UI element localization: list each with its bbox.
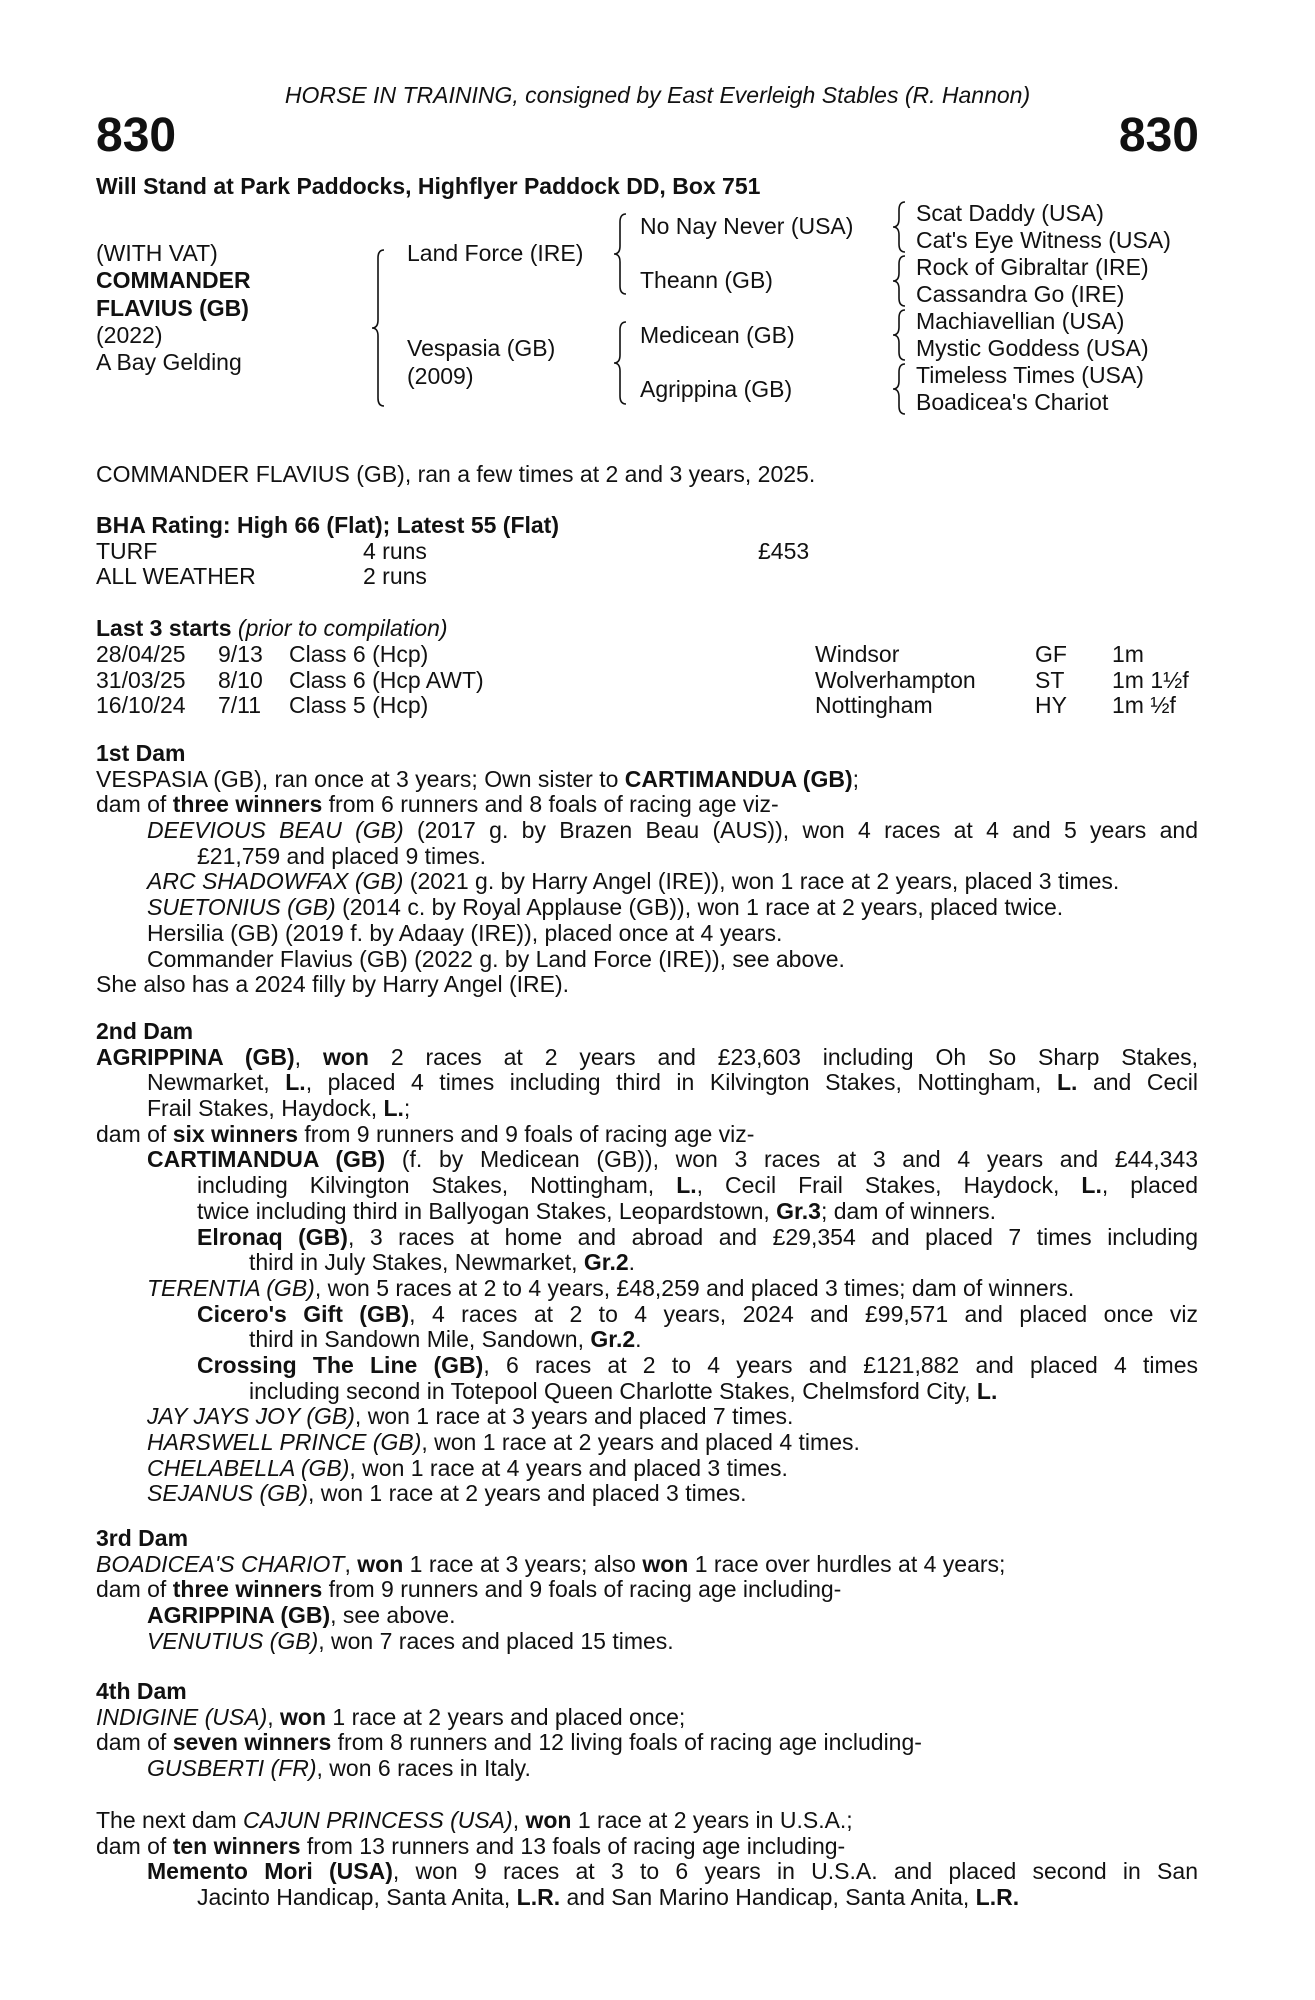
text-segment: JAY JAYS JOY (GB) [147, 1403, 355, 1430]
text-line [96, 1730, 1198, 1756]
start-going: HY [1035, 692, 1067, 719]
text-segment: , won 5 races at 2 to 4 years, £48,259 and placed 3 times; dam of winners. [314, 1274, 1075, 1301]
text-line [96, 1756, 1198, 1782]
text-line [96, 1147, 1198, 1173]
text-segment: 1 race at 2 years in U.S.A.; [571, 1807, 853, 1833]
text-segment: AGRIPPINA (GB) [96, 1044, 295, 1070]
text-line [96, 767, 1198, 793]
start-distance: 1m ½f [1112, 692, 1176, 719]
text-segment: won [357, 1550, 404, 1577]
text-segment: ; [403, 1095, 411, 1122]
horse-name-line1: COMMANDER [96, 267, 251, 293]
sire-sire: No Nay Never (USA) [640, 213, 854, 239]
fourth-dam-section [96, 1679, 1198, 1782]
earnings: £453 [758, 538, 810, 564]
horse-name-line2: FLAVIUS (GB) [96, 295, 249, 321]
text-segment: AGRIPPINA (GB) [147, 1602, 331, 1629]
runs: 2 runs [363, 563, 427, 589]
text-segment: L. [976, 1377, 998, 1404]
gen4-ancestor: Rock of Gibraltar (IRE) [916, 254, 1149, 280]
text-segment: six winners [172, 1120, 298, 1147]
text-segment: three winners [172, 1576, 323, 1603]
text-segment: won [525, 1807, 572, 1833]
start-date: 31/03/25 [96, 666, 186, 693]
text-segment: VESPASIA (GB), ran once at 3 years; Own sister to [96, 765, 625, 792]
text-line [96, 1096, 1198, 1122]
text-segment: Gr.3 [776, 1197, 821, 1224]
text-segment: ; [852, 765, 860, 792]
text-segment: from 6 runners and 8 foals of racing age viz- [322, 791, 779, 818]
text-segment: Newmarket, [147, 1070, 286, 1096]
text-segment: 2 races at 2 years and £23,603 including Oh So Sharp Stakes, [368, 1044, 1198, 1070]
text-segment: , won 1 race at 3 years and placed 7 times. [354, 1403, 794, 1430]
second-dam-section [96, 1019, 1198, 1507]
text-line [96, 921, 1198, 947]
text-line [96, 792, 1198, 818]
text-segment: 1 race at 2 years and placed once; [326, 1703, 686, 1730]
text-segment: She also has a 2024 filly by Harry Angel (IRE). [96, 971, 570, 998]
sire-dam: Theann (GB) [640, 267, 773, 293]
text-segment: L. [1081, 1173, 1102, 1199]
text-line [96, 1577, 1198, 1603]
text-segment: L. [383, 1095, 404, 1122]
text-line [96, 844, 1198, 870]
text-segment: ; dam of winners. [820, 1197, 997, 1224]
next-dam-section [96, 1808, 1198, 1911]
runs: 4 runs [363, 538, 427, 564]
text-segment: third in Sandown Mile, Sandown, [249, 1326, 591, 1353]
text-line [96, 1327, 1198, 1353]
text-segment: won [322, 1044, 369, 1070]
gen4-ancestor: Boadicea's Chariot [916, 389, 1109, 415]
text-line [96, 1552, 1198, 1578]
text-segment: three winners [172, 791, 323, 818]
text-segment: L. [285, 1070, 306, 1096]
sire: Land Force (IRE) [407, 240, 584, 266]
text-segment: BOADICEA'S CHARIOT [96, 1550, 345, 1577]
text-segment: won [280, 1703, 327, 1730]
text-segment: twice including third in Ballyogan Stakes, Leopardstown, [197, 1197, 777, 1224]
text-line [96, 1808, 1198, 1834]
text-segment: and Cecil [1077, 1070, 1198, 1096]
text-segment: Memento Mori (USA) [147, 1859, 393, 1885]
text-segment: , see above. [330, 1602, 456, 1629]
text-segment: , [512, 1807, 526, 1833]
text-segment: including second in Totepool Queen Charlotte Stakes, Chelmsford City, [249, 1377, 977, 1404]
text-segment: L.R. [975, 1884, 1020, 1911]
text-line [96, 1199, 1198, 1225]
pedigree-brace [893, 202, 905, 252]
fourth-dam-heading: 4th Dam [96, 1678, 187, 1704]
location-line: Will Stand at Park Paddocks, Highflyer Paddock DD, Box 751 [96, 173, 761, 199]
start-position: 7/11 [218, 692, 262, 719]
text-segment: SEJANUS (GB) [147, 1480, 309, 1507]
text-line [96, 1353, 1198, 1379]
text-segment: Commander Flavius (GB) (2022 g. by Land Force (IRE)), see above. [147, 945, 845, 972]
text-segment: GUSBERTI (FR) [147, 1755, 317, 1782]
text-segment: third in July Stakes, Newmarket, [249, 1249, 584, 1276]
text-line [96, 895, 1198, 921]
text-segment: dam of [96, 1729, 173, 1756]
race-summary: COMMANDER FLAVIUS (GB), ran a few times at 2 and 3 years, 2025. [96, 461, 816, 487]
gen4-ancestor: Cat's Eye Witness (USA) [916, 227, 1171, 253]
gen4-ancestor: Cassandra Go (IRE) [916, 281, 1125, 307]
text-segment: CHELABELLA (GB) [147, 1454, 350, 1481]
text-segment: CARTIMANDUA (GB) [624, 765, 853, 792]
dam-year: (2009) [407, 363, 474, 389]
text-segment: Hersilia (GB) (2019 f. by Adaay (IRE)), placed once at 4 years. [147, 919, 783, 946]
text-segment: dam of [96, 1832, 173, 1859]
lot-number-right: 830 [1118, 109, 1199, 162]
start-going: ST [1035, 666, 1065, 693]
text-segment: Gr.2 [583, 1249, 629, 1276]
text-segment: 1 race over hurdles at 4 years; [688, 1550, 1006, 1577]
text-segment: Elronaq (GB) [197, 1224, 348, 1250]
text-segment: , won 1 race at 2 years and placed 3 times. [308, 1480, 747, 1507]
text-line [96, 1705, 1198, 1731]
gen4-ancestor: Scat Daddy (USA) [916, 200, 1104, 226]
text-segment: Cicero's Gift (GB) [197, 1301, 410, 1327]
pedigree-brace [372, 250, 384, 406]
text-line [96, 1070, 1198, 1096]
text-segment: from 9 runners and 9 foals of racing age including- [322, 1576, 842, 1603]
text-segment: Crossing The Line (GB) [197, 1352, 484, 1378]
start-distance: 1m [1112, 641, 1144, 667]
text-segment: CAJUN PRINCESS (USA) [243, 1807, 513, 1833]
text-line [96, 1430, 1198, 1456]
text-segment: , placed [1101, 1173, 1198, 1199]
text-segment: L. [676, 1173, 697, 1199]
dam-dam: Agrippina (GB) [640, 376, 793, 402]
text-line [96, 1629, 1198, 1655]
last-starts-note: (prior to compilation) [237, 615, 448, 641]
text-segment: , [294, 1044, 323, 1070]
start-race: Class 5 (Hcp) [289, 692, 429, 719]
text-segment: , 4 races at 2 to 4 years, 2024 and £99,571 and placed once viz [409, 1301, 1198, 1327]
start-position: 8/10 [218, 666, 263, 693]
text-segment: , [344, 1550, 358, 1577]
text-line [96, 1834, 1198, 1860]
text-line [96, 1885, 1198, 1911]
pedigree-brace [893, 364, 905, 414]
text-line [96, 869, 1198, 895]
lot-number-left: 830 [96, 109, 177, 162]
text-line [96, 1045, 1198, 1071]
text-segment: . [635, 1326, 642, 1353]
text-segment: , won 7 races and placed 15 times. [318, 1627, 674, 1654]
text-segment: won [642, 1550, 689, 1577]
third-dam-heading: 3rd Dam [96, 1525, 189, 1551]
text-segment: seven winners [172, 1729, 332, 1756]
text-segment: , won 9 races at 3 to 6 years in U.S.A. and placed second in San [392, 1859, 1198, 1885]
text-segment: SUETONIUS (GB) [147, 894, 336, 921]
text-segment: (2014 c. by Royal Applause (GB)), won 1 race at 2 years, placed twice. [335, 894, 1064, 921]
start-distance: 1m 1½f [1112, 666, 1189, 693]
first-dam-section [96, 741, 1198, 998]
text-segment: dam of [96, 791, 173, 818]
text-segment: , [267, 1703, 281, 1730]
text-line [96, 1250, 1198, 1276]
start-going: GF [1035, 641, 1067, 667]
text-segment: from 13 runners and 13 foals of racing age including- [300, 1832, 846, 1859]
text-segment: The next dam [96, 1807, 244, 1833]
horse-year: (2022) [96, 322, 163, 348]
text-segment: , placed 4 times including third in Kilvington Stakes, Nottingham, [305, 1070, 1057, 1096]
dam: Vespasia (GB) [407, 335, 556, 361]
text-segment: from 9 runners and 9 foals of racing age viz- [298, 1120, 755, 1147]
text-segment: £21,759 and placed 9 times. [197, 842, 486, 869]
start-position: 9/13 [218, 641, 263, 667]
text-segment: INDIGINE (USA) [96, 1703, 268, 1730]
start-course: Nottingham [815, 692, 933, 719]
text-segment: (2021 g. by Harry Angel (IRE)), won 1 race at 2 years, placed 3 times. [403, 868, 1120, 895]
text-line [96, 1859, 1198, 1885]
gen4-ancestor: Machiavellian (USA) [916, 308, 1125, 334]
text-segment: 1 race at 3 years; also [403, 1550, 643, 1577]
gen4-ancestor: Timeless Times (USA) [916, 362, 1144, 388]
horse-description: A Bay Gelding [96, 349, 242, 375]
text-segment: ten winners [172, 1832, 301, 1859]
text-segment: , 3 races at home and abroad and £29,354 and placed 7 times including [347, 1224, 1198, 1250]
text-segment: TERENTIA (GB) [147, 1274, 315, 1301]
consignor-line: HORSE IN TRAINING, consigned by East Everleigh Stables (R. Hannon) [284, 82, 1031, 108]
pedigree-brace [614, 214, 626, 294]
dam-sire: Medicean (GB) [640, 322, 795, 348]
text-segment: , won 1 race at 4 years and placed 3 times. [349, 1454, 788, 1481]
text-segment: L. [1056, 1070, 1078, 1096]
first-dam-heading: 1st Dam [96, 740, 186, 766]
text-segment: , won 6 races in Italy. [316, 1755, 531, 1782]
text-segment: L.R. [516, 1884, 561, 1911]
start-date: 28/04/25 [96, 641, 186, 667]
text-line [96, 1456, 1198, 1482]
text-segment: dam of [96, 1576, 173, 1603]
text-segment: ARC SHADOWFAX (GB) [147, 868, 404, 895]
text-line [96, 1276, 1198, 1302]
text-line [96, 1481, 1198, 1507]
start-course: Windsor [815, 641, 900, 667]
text-segment: dam of [96, 1120, 173, 1147]
text-segment: from 8 runners and 12 living foals of racing age including- [331, 1729, 922, 1756]
text-segment: Jacinto Handicap, Santa Anita, [197, 1884, 517, 1911]
text-line [96, 818, 1198, 844]
start-race: Class 6 (Hcp) [289, 641, 429, 667]
text-segment: VENUTIUS (GB) [147, 1627, 319, 1654]
text-segment: (f. by Medicean (GB)), won 3 races at 3 and 4 years and £44,343 [385, 1147, 1198, 1173]
surface: ALL WEATHER [96, 563, 256, 589]
last-starts-title: Last 3 starts [96, 615, 232, 641]
text-line [96, 1225, 1198, 1251]
text-segment: , won 1 race at 2 years and placed 4 times. [421, 1429, 860, 1455]
text-segment: CARTIMANDUA (GB) [147, 1147, 386, 1173]
start-course: Wolverhampton [815, 666, 976, 693]
text-segment: Frail Stakes, Haydock, [147, 1095, 384, 1122]
text-segment: , 6 races at 2 to 4 years and £121,882 and placed 4 times [483, 1352, 1198, 1378]
pedigree-brace [614, 322, 626, 404]
third-dam-section [96, 1526, 1198, 1654]
last-starts-heading [96, 615, 448, 641]
text-line [96, 1379, 1198, 1405]
surface: TURF [96, 538, 158, 564]
text-line [96, 947, 1198, 973]
text-line [96, 1173, 1198, 1199]
text-segment: DEEVIOUS BEAU (GB) [147, 818, 404, 844]
text-line [96, 1603, 1198, 1629]
text-line [96, 1122, 1198, 1148]
text-segment: . [628, 1249, 636, 1276]
text-segment: and San Marino Handicap, Santa Anita, [560, 1884, 976, 1911]
text-segment: HARSWELL PRINCE (GB) [147, 1429, 422, 1455]
text-segment: (2017 g. by Brazen Beau (AUS)), won 4 races at 4 and 5 years and [403, 818, 1198, 844]
pedigree-brace [893, 256, 905, 306]
pedigree-brace [893, 310, 905, 360]
start-race: Class 6 (Hcp AWT) [289, 666, 484, 693]
text-line [96, 1302, 1198, 1328]
text-line [96, 1404, 1198, 1430]
bha-rating-title: BHA Rating: High 66 (Flat); Latest 55 (Flat) [96, 512, 559, 538]
text-segment: , Cecil Frail Stakes, Haydock, [696, 1173, 1082, 1199]
start-date: 16/10/24 [96, 692, 186, 719]
text-segment: including Kilvington Stakes, Nottingham, [197, 1173, 677, 1199]
text-line [96, 972, 1198, 998]
second-dam-heading: 2nd Dam [96, 1018, 194, 1044]
vat-note: (WITH VAT) [96, 240, 218, 266]
text-segment: Gr.2 [590, 1326, 636, 1353]
gen4-ancestor: Mystic Goddess (USA) [916, 335, 1149, 361]
